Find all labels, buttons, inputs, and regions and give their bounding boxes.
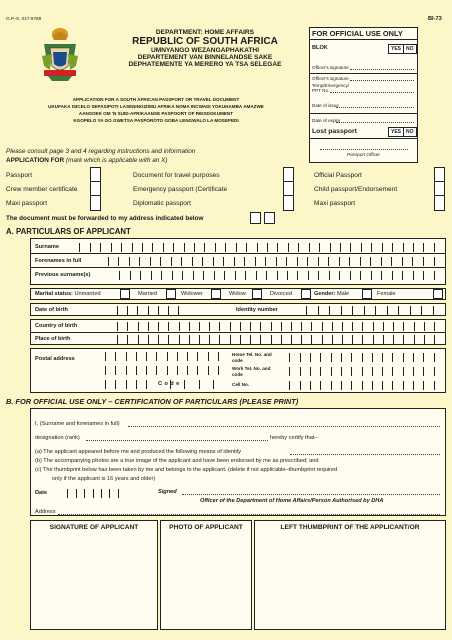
app-afrikaans: AANSOEK OM 'N SUID-AFRIKAANSE PASPOORT OF REISDOKUMENT	[78, 111, 234, 116]
section-a-title: A. PARTICULARS OF APPLICANT	[6, 227, 131, 236]
previous-surnames-input[interactable]	[110, 271, 444, 280]
option-crew-member: Crew member certificate	[6, 186, 78, 193]
temp-label: Temp/Emergency/	[312, 83, 350, 88]
photo-box[interactable]	[160, 520, 252, 630]
form-code: G.P.-S. 017-9768	[6, 16, 42, 21]
signature-box[interactable]	[30, 520, 158, 630]
officer-signature-2: Officer's signature	[312, 76, 349, 81]
consult-instructions: Please consult page 3 and 4 regarding instructions and information	[6, 148, 196, 155]
gender-label: Gender: Male	[314, 291, 350, 297]
lost-passport-label: Lost passport	[312, 128, 357, 135]
forward-checkbox[interactable]	[250, 212, 261, 224]
married-checkbox[interactable]	[166, 289, 176, 299]
lost-yes[interactable]: YES	[391, 129, 402, 135]
official-use-title: FOR OFFICIAL USE ONLY	[312, 29, 403, 38]
photo-label: PHOTO OF APPLICANT	[169, 524, 243, 531]
blok-yes-no[interactable]	[388, 44, 417, 54]
option-maxi-passport-2: Maxi passport	[314, 200, 356, 207]
work-tel-input[interactable]	[280, 367, 444, 376]
form-number: BI-73	[428, 16, 442, 22]
option-official-passport: Official Passport	[314, 172, 362, 179]
widower-checkbox[interactable]	[211, 289, 221, 299]
section-b-title: B. FOR OFFICIAL USE ONLY – CERTIFICATION OF PARTICULARS (PLEASE PRINT)	[6, 397, 299, 406]
postal-address-label: Postal address	[35, 356, 75, 362]
widower-label: Widower	[181, 291, 203, 297]
marital-status: Marital status: Unmarried	[35, 291, 101, 297]
options-col3-checkboxes[interactable]	[434, 167, 445, 211]
divorced-checkbox[interactable]	[301, 289, 311, 299]
lost-yes-no[interactable]	[388, 127, 417, 137]
blok-no[interactable]: NO	[403, 45, 416, 53]
dept-title: DEPARTMENT: HOME AFFAIRS	[155, 29, 255, 36]
postal-code-label: Code	[158, 381, 182, 387]
country-birth-input[interactable]	[108, 322, 444, 331]
id-number-label: Identity number	[236, 307, 278, 313]
cert-item-b: (b) The accompanying photos are a true image of the applicant and have been endorsed by me as prescribed; and	[35, 458, 319, 464]
blok-yes[interactable]: YES	[391, 46, 402, 52]
option-child-passport: Child passport/Endorsement	[314, 186, 398, 193]
work-tel-label: Work Tel. No. and code	[232, 366, 271, 377]
cert-item-c2: only if the applicant is 16 years and older)	[52, 476, 156, 482]
lost-no[interactable]: NO	[403, 128, 416, 136]
blok-label: BLOK	[312, 45, 328, 51]
cert-signed-label[interactable]: Signed	[158, 489, 177, 495]
forenames-input[interactable]	[98, 257, 444, 266]
cert-item-c: (c) The thumbprint below has been taken by me and belongs to the applicant. (delete if not applicable–thumbprint required	[35, 467, 338, 473]
female-label: Female	[377, 291, 396, 297]
option-emergency-passport: Emergency passport (Certificate	[133, 186, 228, 193]
thumbprint-label: LEFT THUMBPRINT OF THE APPLICANT/OR	[280, 524, 420, 531]
cert-address-label[interactable]: Address	[35, 509, 56, 515]
ppt-label: PPT No.	[312, 88, 330, 93]
date-issue-label: Date of issue	[312, 103, 339, 108]
app-english: APPLICATION FOR A SOUTH AFRICAN PASSPORT OR TRAVEL DOCUMENT	[72, 97, 240, 102]
place-birth-input[interactable]	[108, 335, 444, 344]
dob-label: Date of birth	[35, 307, 68, 313]
cert-date-label: Date	[35, 490, 48, 496]
home-tel-label: Home Tel. No. and code	[232, 352, 272, 363]
republic-title: REPUBLIC OF SOUTH AFRICA	[132, 36, 278, 47]
options-col1-checkboxes[interactable]	[90, 167, 101, 211]
options-col2-checkboxes[interactable]	[283, 167, 294, 211]
official-use-box	[309, 27, 418, 163]
date-expiry-label: Date of expiry	[312, 118, 341, 123]
cert-hereby: hereby certify that–	[270, 435, 318, 441]
option-maxi-passport-1: Maxi passport	[6, 200, 48, 207]
cert-item-a: (a) The applicant appeared before me and produced the following means of identity	[35, 449, 242, 455]
home-tel-input[interactable]	[280, 353, 444, 362]
country-birth-label: Country of birth	[35, 323, 78, 329]
widow-label: Widow	[229, 291, 246, 297]
dept-afrikaans: DEPARTEMENT VAN BINNELANDSE SAKE	[137, 54, 273, 61]
thumbprint-box[interactable]	[254, 520, 446, 630]
cert-surname-label[interactable]: I, (Surname and forenames in full)	[35, 421, 120, 427]
id-number-input[interactable]	[296, 306, 444, 315]
option-diplomatic: Diplomatic passport	[133, 200, 191, 207]
cell-input[interactable]	[280, 381, 444, 390]
widow-checkbox[interactable]	[252, 289, 262, 299]
cert-date-input[interactable]	[60, 489, 126, 498]
dept-zulu: UMNYANGO WEZANGAPHAKATHI	[150, 47, 260, 54]
female-checkbox[interactable]	[433, 289, 443, 299]
cell-label: Cell No.	[232, 382, 250, 387]
officer-signature-1[interactable]: Officer's signature	[312, 65, 349, 70]
forenames-label: Forenames in full	[35, 258, 82, 264]
passport-officer-label: Passport Officer	[347, 152, 380, 157]
application-for: APPLICATION FOR (mark which is applicable with an X)	[6, 157, 168, 164]
option-travel-document: Document for travel purposes	[133, 172, 220, 179]
unmarried-checkbox[interactable]	[120, 289, 130, 299]
dept-sotho: DEPHATEMENTE YA MERERO YA TSA SELEGAE	[128, 61, 282, 68]
dob-input[interactable]	[108, 306, 188, 315]
postal-line-1[interactable]	[96, 352, 228, 361]
postal-line-2[interactable]	[96, 366, 228, 375]
surname-label: Surname	[35, 244, 59, 250]
previous-surnames-label: Previous surname(s)	[35, 272, 91, 278]
option-passport: Passport	[6, 172, 33, 179]
forward-notice: The document must be forwarded to my address indicated below	[6, 215, 204, 222]
place-birth-label: Place of birth	[35, 336, 71, 342]
divorced-label: Divorced	[270, 291, 293, 297]
married-label: Married	[138, 291, 157, 297]
postal-line-3[interactable]	[96, 380, 156, 389]
cert-designation-label[interactable]: designation (rank)	[35, 435, 80, 441]
male-checkbox[interactable]	[362, 289, 372, 299]
coat-of-arms-logo	[38, 26, 82, 82]
app-sotho: KGOPELO YA GO GWETSA PASPOROTO GOBA LENGWALO LA MOSEPEDI	[73, 118, 239, 123]
surname-input[interactable]	[70, 243, 444, 252]
cert-officer-label: Officer of the Department of Home Affairs/Person Authorised by DHA	[200, 498, 384, 504]
app-zulu: UKUFAKA ISICELO SEPASIPOTI LASENINGIZIMU AFRIKA NOMA INCWADI YOKUHAMBA AMAZWE	[48, 104, 264, 109]
signature-label: SIGNATURE OF APPLICANT	[49, 524, 139, 531]
forward-checkbox-2[interactable]	[264, 212, 275, 224]
postal-code-input[interactable]	[156, 380, 228, 389]
